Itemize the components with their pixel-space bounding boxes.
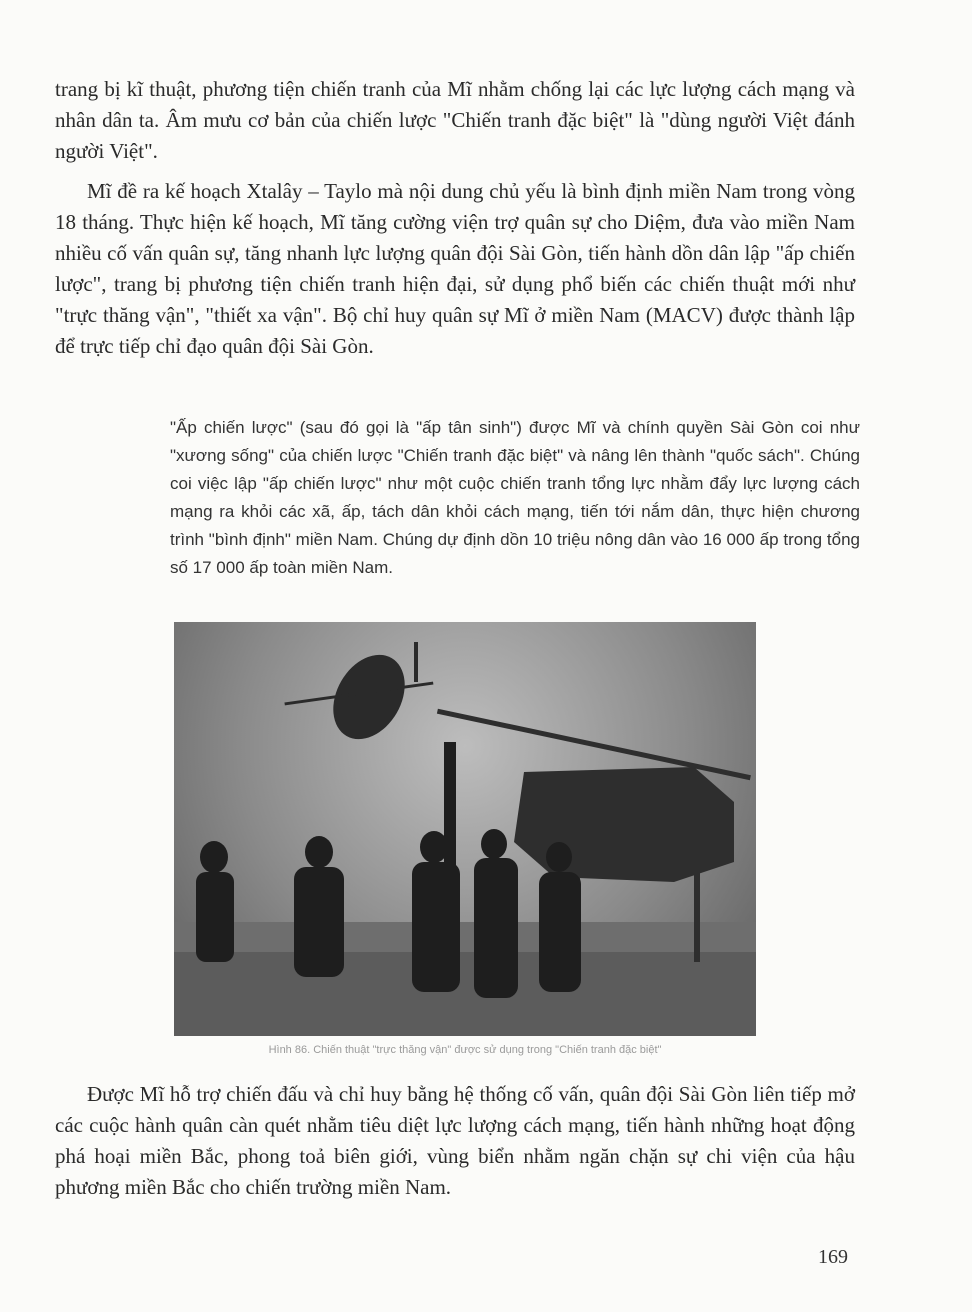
page-number: 169 [818, 1246, 848, 1268]
paragraph-intro: trang bị kĩ thuật, phương tiện chiến tranh của Mĩ nhằm chống lại các lực lượng cách mạng và nhân dân ta. Âm mưu cơ bản của chiến lược "Chiến tranh đặc biệt" là "dùng người Việt đánh người Việt". [55, 77, 855, 163]
figure-caption: Hình 86. Chiến thuật "trực thăng vận" được sử dụng trong "Chiến tranh đặc biệt" [268, 1044, 662, 1056]
strategic-hamlet-note: "Ấp chiến lược" (sau đó gọi là "ấp tân sinh") được Mĩ và chính quyền Sài Gòn coi như "xương sống" của chiến lược "Chiến tranh đặc biệt" và nâng lên thành "quốc sách". Chúng coi việc lập "ấp chiến lược" như một cuộc chiến tranh tổng lực nhằm đẩy lực lượng cách mạng ra khỏi các xã, ấp, tách dân khỏi cách mạng, tiến tới nắm dân, thực hiện chương trình "bình định" miền Nam. Chúng dự định dồn 10 triệu nông dân vào 16 000 ấp trong tổng số 17 000 ấp toàn miền Nam. [170, 418, 860, 577]
helicopter-photo [174, 622, 756, 1036]
paragraph-military-operations: Được Mĩ hỗ trợ chiến đấu và chỉ huy bằng hệ thống cố vấn, quân đội Sài Gòn liên tiếp mở các cuộc hành quân càn quét nhằm tiêu diệt lực lượng cách mạng, tiến hành những hoạt động phá hoại miền Bắc, phong toả biên giới, vùng biển nhằm ngăn chặn sự chi viện của hậu phương miền Bắc cho chiến trường miền Nam. [55, 1082, 855, 1199]
paragraph-staley-taylor-plan: Mĩ đề ra kế hoạch Xtalây – Taylo mà nội dung chủ yếu là bình định miền Nam trong vòng 18 tháng. Thực hiện kế hoạch, Mĩ tăng cường viện trợ quân sự cho Diệm, đưa vào miền Nam nhiều cố vấn quân sự, tăng nhanh lực lượng quân đội Sài Gòn, tiến hành dồn dân lập "ấp chiến lược", trang bị phương tiện chiến tranh hiện đại, sử dụng phổ biến các chiến thuật mới như "trực thăng vận", "thiết xa vận". Bộ chỉ huy quân sự Mĩ ở miền Nam (MACV) được thành lập để trực tiếp chỉ đạo quân đội Sài Gòn. [55, 179, 855, 358]
